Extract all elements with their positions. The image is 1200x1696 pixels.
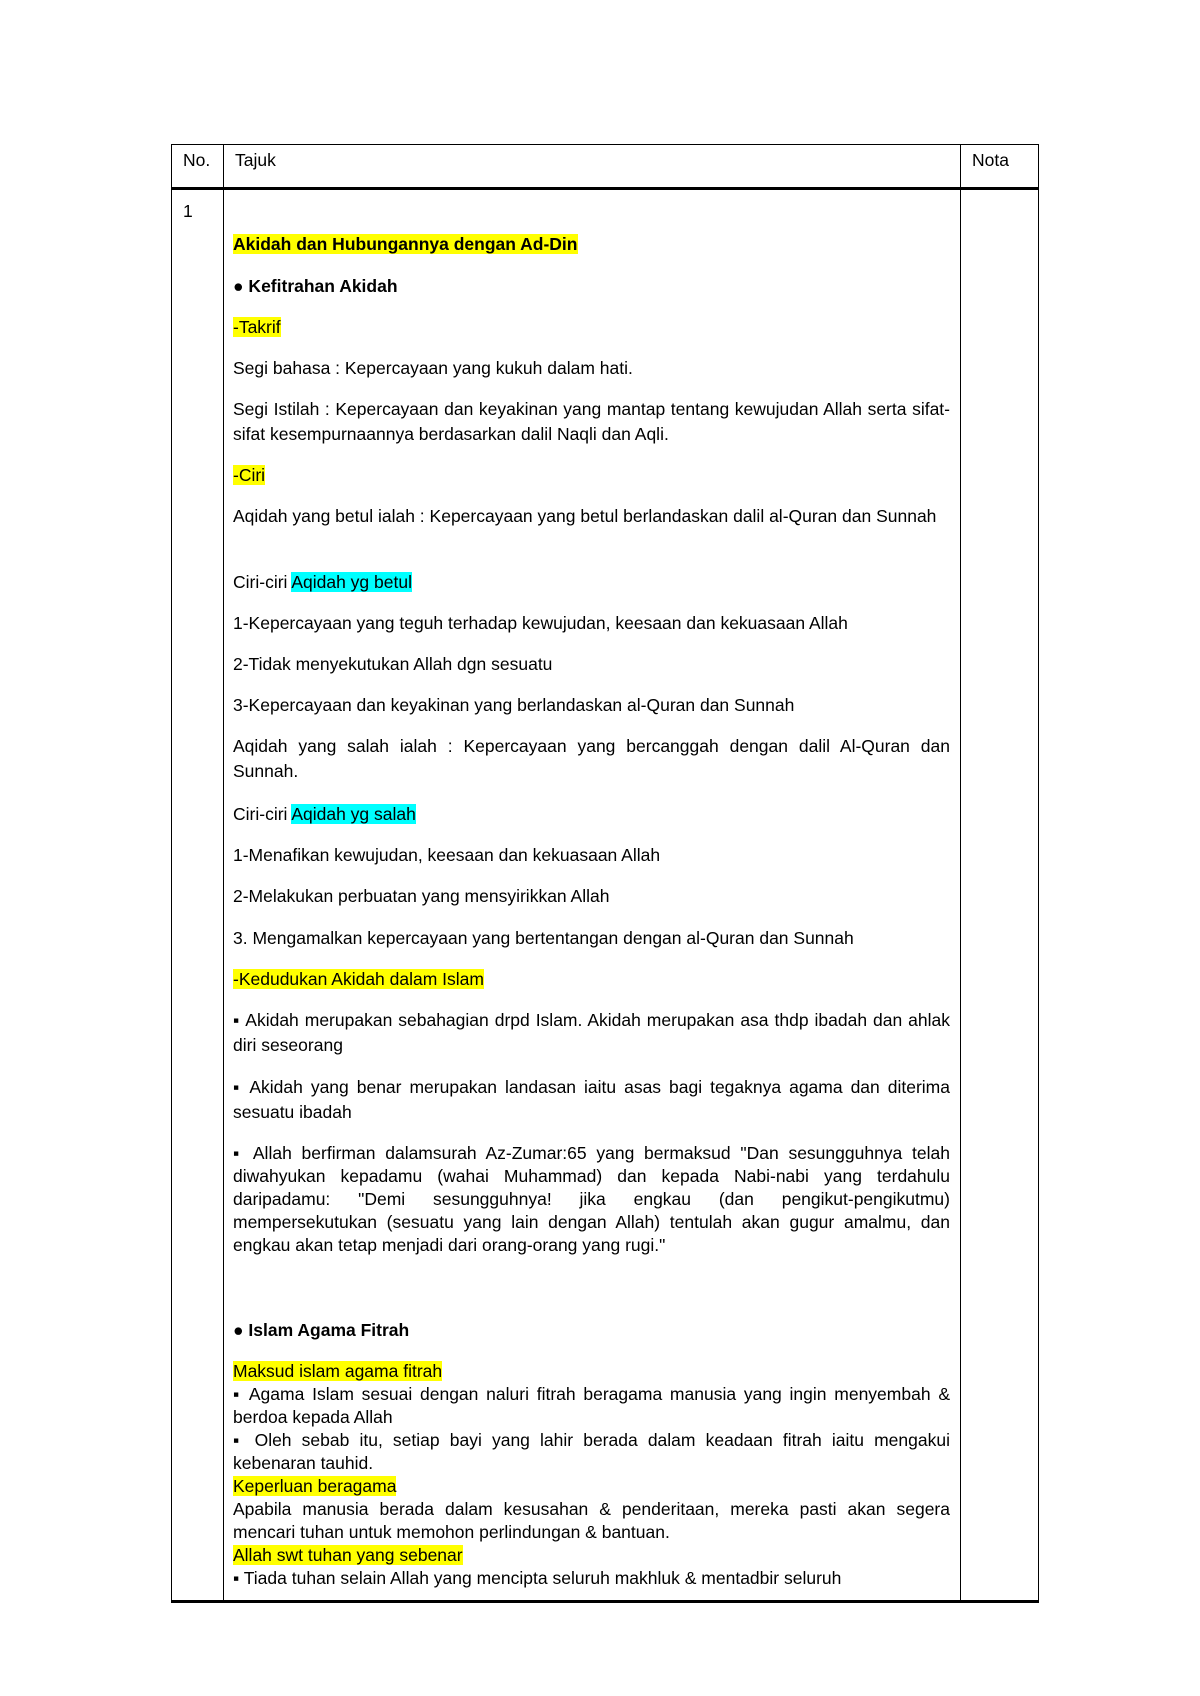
header-note-cell <box>961 145 1039 189</box>
salah-item-1: 1-Menafikan kewujudan, keesaan dan kekuasaan Allah <box>233 845 661 865</box>
aqidah-betul-definition: Aqidah yang betul ialah : Kepercayaan yang betul berlandaskan dalil al-Quran dan Sunnah <box>233 506 937 526</box>
row-topic-cell <box>224 189 961 1602</box>
takrif-heading-text: -Takrif <box>233 317 281 337</box>
betul-item-3: 3-Kepercayaan dan keyakinan yang berlandaskan al-Quran dan Sunnah <box>233 695 795 715</box>
kedudukan-point-2: ▪ Akidah yang benar merupakan landasan iaitu asas bagi tegaknya agama dan diterima sesuatu ibadah <box>233 1077 950 1122</box>
aqidah-salah-definition: Aqidah yang salah ialah : Kepercayaan yang bercanggah dengan dalil Al-Quran dan Sunnah. <box>233 736 950 781</box>
ciri-betul-prefix: Ciri-ciri <box>233 572 292 592</box>
ciri-heading <box>233 463 950 488</box>
segi-bahasa-text: Segi bahasa : Kepercayaan yang kukuh dalam hati. <box>233 358 633 378</box>
header-topic: Tajuk <box>235 150 276 170</box>
table-row <box>172 189 1039 1602</box>
betul-item-1: 1-Kepercayaan yang teguh terhadap kewujudan, keesaan dan kekuasaan Allah <box>233 613 848 633</box>
ciri-salah-prefix: Ciri-ciri <box>233 804 292 824</box>
betul-item-2: 2-Tidak menyekutukan Allah dgn sesuatu <box>233 654 553 674</box>
allah-heading <box>233 1544 950 1567</box>
maksud-point-2: ▪ Oleh sebab itu, setiap bayi yang lahir berada dalam keadaan fitrah iaitu mengakui kebenaran tauhid. <box>233 1430 950 1473</box>
kedudukan-heading <box>233 967 950 992</box>
allah-point-1: ▪ Tiada tuhan selain Allah yang mencipta seluruh makhluk & mentadbir seluruh <box>233 1568 842 1588</box>
header-topic-cell <box>224 145 961 189</box>
ciri-betul-line <box>233 570 950 595</box>
ciri-betul-highlight: Aqidah yg betul <box>291 572 412 592</box>
table-header-row <box>172 145 1039 189</box>
takrif-heading <box>233 315 950 340</box>
keperluan-text: Apabila manusia berada dalam kesusahan & penderitaan, mereka pasti akan segera mencari tuhan untuk memohon perlindungan & bantuan. <box>233 1499 950 1542</box>
topic-content <box>224 190 960 1600</box>
keperluan-heading <box>233 1475 950 1498</box>
kedudukan-point-1: ▪ Akidah merupakan sebahagian drpd Islam. Akidah merupakan asa thdp ibadah dan ahlak diri seseorang <box>233 1010 950 1055</box>
notes-table <box>171 144 1039 1603</box>
maksud-point-1: ▪ Agama Islam sesuai dengan naluri fitrah beragama manusia yang ingin menyembah & berdoa kepada Allah <box>233 1384 950 1427</box>
header-note: Nota <box>972 150 1009 170</box>
maksud-heading <box>233 1360 950 1383</box>
row-no-cell <box>172 189 224 1602</box>
keperluan-heading-text: Keperluan beragama <box>233 1476 397 1496</box>
topic-title-text: Akidah dan Hubungannya dengan Ad-Din <box>233 234 578 254</box>
section-heading-islam-fitrah: ● Islam Agama Fitrah <box>233 1320 410 1340</box>
row-note-cell <box>961 189 1039 1602</box>
ciri-salah-highlight: Aqidah yg salah <box>291 804 416 824</box>
header-no: No. <box>183 150 211 170</box>
salah-item-3: 3. Mengamalkan kepercayaan yang bertentangan dengan al-Quran dan Sunnah <box>233 928 854 948</box>
segi-istilah-text: Segi Istilah : Kepercayaan dan keyakinan yang mantap tentang kewujudan Allah serta sifat-sifat kesempurnaannya berdasarkan dalil Naqli dan Aqli. <box>233 399 950 444</box>
ciri-salah-line <box>233 802 950 827</box>
maksud-heading-text: Maksud islam agama fitrah <box>233 1361 443 1381</box>
row-number: 1 <box>183 201 193 221</box>
allah-heading-text: Allah swt tuhan yang sebenar <box>233 1545 463 1565</box>
ciri-heading-text: -Ciri <box>233 465 266 485</box>
header-no-cell <box>172 145 224 189</box>
kedudukan-heading-text: -Kedudukan Akidah dalam Islam <box>233 969 484 989</box>
kedudukan-point-3: ▪ Allah berfirman dalamsurah Az-Zumar:65 yang bermaksud "Dan sesungguhnya telah diwahyukan kepadamu (wahai Muhammad) dan kepada Nabi-nabi yang terdahulu daripadamu: "Demi sesungguhnya! jika engkau (dan pengikut-pengikutmu) mempersekutukan (sesuatu yang lain dengan Allah) tentulah akan gugur amalmu, dan engkau akan tetap menjadi dari orang-orang yang rugi." <box>233 1143 950 1255</box>
section-heading-kefitrahan: ● Kefitrahan Akidah <box>233 276 398 296</box>
salah-item-2: 2-Melakukan perbuatan yang mensyirikkan Allah <box>233 886 610 906</box>
topic-title <box>233 232 950 257</box>
